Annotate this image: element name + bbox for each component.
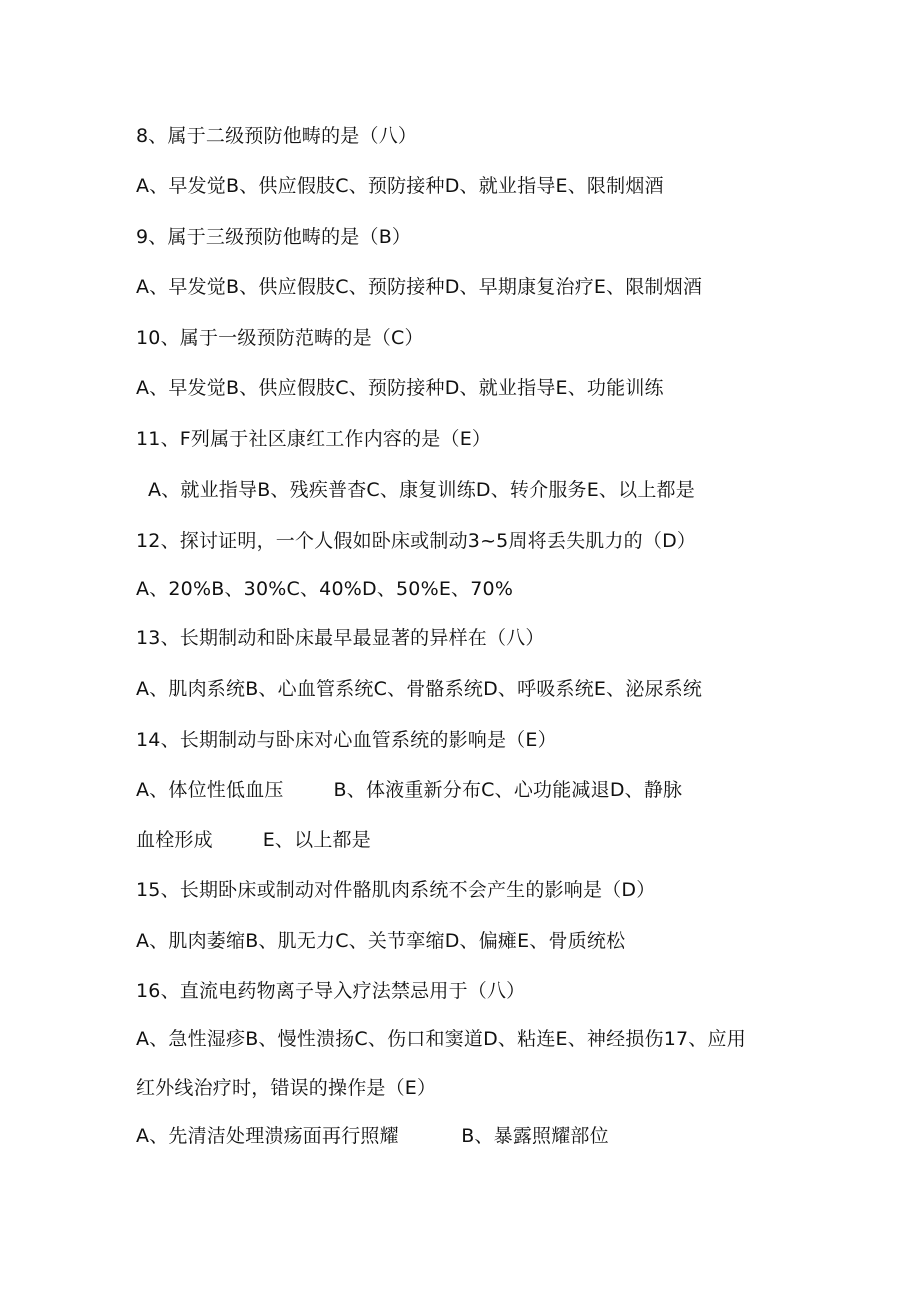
question-15: 15、长期卧床或制动对件骼肌肉系统不会产生的影响是（D） xyxy=(136,879,656,901)
question-10-options: A、早发觉B、供应假肢C、预防接种D、就业指导E、功能训练 xyxy=(136,377,664,399)
question-13: 13、长期制动和卧床最早最显著的异样在（八） xyxy=(136,627,545,649)
question-9-options: A、早发觉B、供应假肢C、预防接种D、早期康复治疗E、限制烟酒 xyxy=(136,276,703,298)
question-17-options: A、先清洁处理溃疡面再行照耀 B、暴露照耀部位 xyxy=(136,1125,609,1147)
question-12-options: A、20%B、30%C、40%D、50%E、70% xyxy=(136,578,514,600)
question-14-options-line1: A、体位性低血压 B、体液重新分布C、心功能减退D、静脉 xyxy=(136,779,683,801)
question-9: 9、属于三级预防他畴的是（B） xyxy=(136,226,412,248)
question-12: 12、探讨证明，一个人假如卧床或制动3~5周将丢失肌力的（D） xyxy=(136,530,697,552)
question-8-options: A、早发觉B、供应假肢C、预防接种D、就业指导E、限制烟酒 xyxy=(136,175,664,197)
question-16-options: A、急性湿疹B、慢性溃扬C、伤口和窦道D、粘连E、神经损伤17、应用 xyxy=(136,1028,746,1050)
question-11: 11、F列属于社区康红工作内容的是（E） xyxy=(136,428,492,450)
question-10: 10、属于一级预防范畴的是（C） xyxy=(136,327,424,349)
question-14: 14、长期制动与卧床对心血管系统的影响是（E） xyxy=(136,729,557,751)
question-8: 8、属于二级预防他畴的是（八） xyxy=(136,125,418,147)
question-15-options: A、肌肉萎缩B、肌无力C、关节挛缩D、偏瘫E、骨质统松 xyxy=(136,930,626,952)
question-11-options: A、就业指导B、残疾普杳C、康复训练D、转介服务E、以上都是 xyxy=(148,479,695,501)
question-17: 红外线治疗时，错误的操作是（E） xyxy=(136,1077,437,1099)
question-13-options: A、肌肉系统B、心血管系统C、骨骼系统D、呼吸系统E、泌尿系统 xyxy=(136,678,703,700)
question-16: 16、直流电药物离子导入疗法禁忌用于（八） xyxy=(136,980,526,1002)
question-14-options-line2: 血栓形成 E、以上都是 xyxy=(136,829,371,851)
